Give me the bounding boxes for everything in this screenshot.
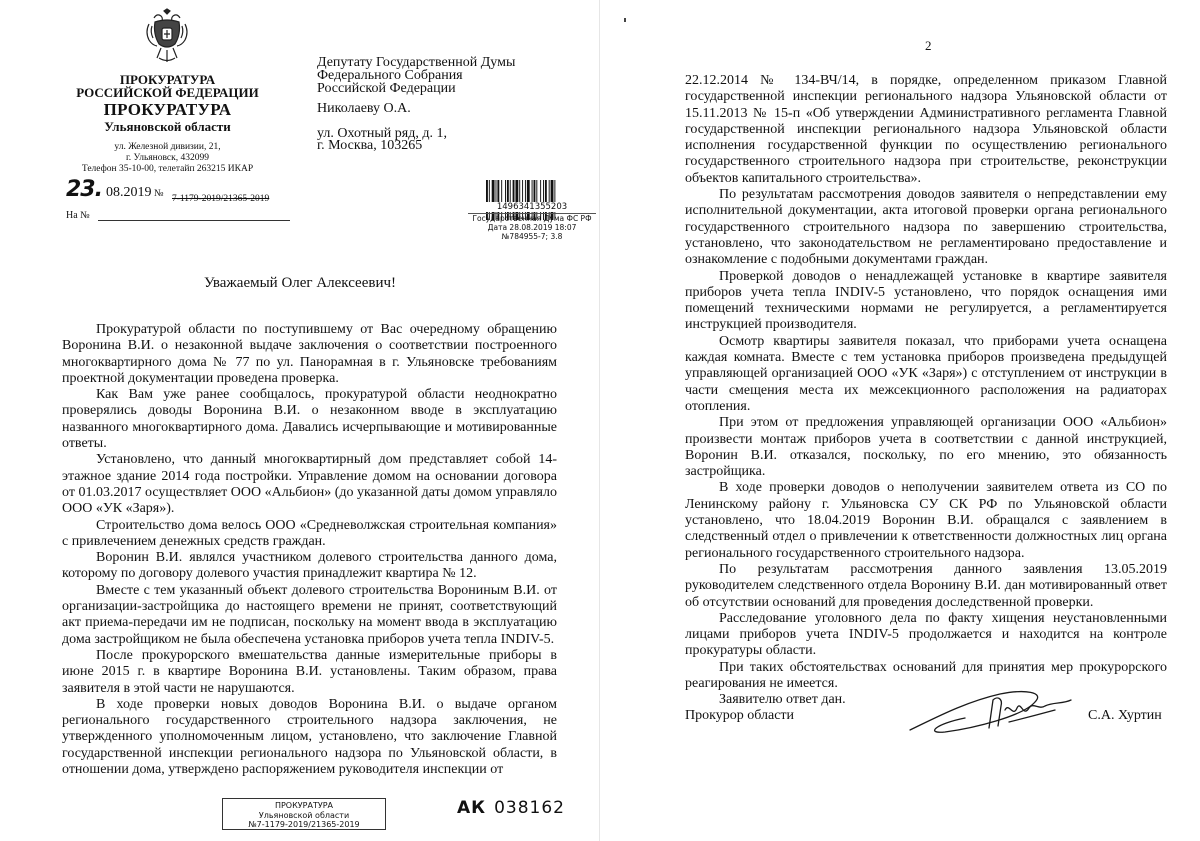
date-printed: 08.2019 [106,185,152,200]
stamp-line2: Ульяновской области [258,810,350,820]
serial-series: АК [457,798,487,818]
scan-mark [624,18,626,22]
outgoing-date [66,177,286,207]
org-name-line2: РОССИЙСКОЙ ФЕДЕРАЦИИ [76,85,259,100]
paragraph: 22.12.2014 № 134-ВЧ/14, в порядке, определенном приказом Главной государственной инспекции регионального надзора Ульяновской области от 15.11.2013 № 15-п «Об утверждении Административного регламента Главной государственной инспекции регионального надзора Ульяновской области исполнения государственной функции по осуществлению регионального государственного строительного надзора при строительстве, реконструкции объектов капитального строительства». [685,73,1167,186]
serial-number: 038162 [494,798,565,818]
paragraph: Расследование уголовного дела по факту хищения неустановленными лицами приборов учета INDIV-5 продолжается и находится на контроле прокуратуры области. [685,610,1167,659]
date-handwritten: 23. [66,177,102,202]
recipient-line3: Российской Федерации [317,81,456,96]
double-headed-eagle-icon [143,8,191,66]
paragraph: В ходе проверки новых доводов Воронина В.И. о выдаче органом регионального государственного строительного надзора заключения, не утвержденного уполномоченным лицом, установлено, что заключение Главной государственной инспекции регионального надзора по Ульяновской области, в отношении дома, утверждено распоряжением руководителя инспекции от [62,696,557,778]
recipient-address2: г. Москва, 103265 [317,138,423,153]
paragraph: При этом от предложения управляющей организации ООО «Альбион» произвести монтаж приборов учета в соответствии с данной инструкцией, Воронин В.И. отказался, поскольку, по его мнению, это обязанность застройщика. [685,415,1167,480]
on-number-label: На № [66,210,90,221]
recipient-line1: Депутату Государственной Думы [317,55,516,70]
paragraph: По результатам рассмотрения данного заявления 13.05.2019 руководителем следственного отдела Воронину В.И. дан мотивированный ответ об отсутствии оснований для проведения доследственной проверки. [685,561,1167,610]
on-number-underline [98,220,290,221]
number-label: № [154,188,164,199]
paragraph: Осмотр квартиры заявителя показал, что приборами учета оснащена каждая комната. Вместе с тем установка приборов произведена предыдущей управляющей организацией ООО «УК «Заря») с отступлением от инструкции в части смещения места их межсекционного расположения на радиаторах отопления. [685,333,1167,414]
org-name-line4: Ульяновской области [104,119,231,134]
paragraph: В ходе проверки доводов о неполучении заявителем ответа из СО по Ленинскому району г. Ульяновска СУ СК РФ по Ульяновской области установлено, что 18.04.2019 Воронин В.И. обращался с заявлением в следственный отдел о привлечении к ответственности должностных лиц органа регионального государственного строительного надзора. [685,480,1167,561]
paragraph: После прокурорского вмешательства данные измерительные приборы в июне 2015 г. в квартире Воронина В.И. установлены. Таким образом, права заявителя в этой части не нарушаются. [62,647,557,696]
greeting: Уважаемый Олег Алексеевич! [203,275,397,291]
paragraph: Установлено, что данный многоквартирный дом представляет собой 14-этажное здание 2014 года постройки. Управление домом на основании договора от 01.03.2017 осуществляет ООО «Альбион» (до указанной даты домом управляло ООО «УК «Заря»). [62,452,557,517]
recipient-line2: Федерального Собрания [317,68,463,83]
org-phone-line: Телефон 35-10-00, телетайп 263215 ИКАР [81,164,254,174]
duma-registration-stamp [468,213,596,241]
paragraph: Заявителю ответ дан. [719,692,846,708]
handwritten-signature-icon [905,688,1080,736]
signatory-role: Прокурор области [685,708,795,723]
org-name-line3: ПРОКУРАТУРА [103,100,232,119]
paragraph: Проверкой доводов о ненадлежащей установке в квартире заявителя приборов учета тепла INDIV-5 установлено, что порядок оснащения ими помещений техническими нормами не регулируется, а регламентируется инструкцией производителя. [685,268,1167,333]
outgoing-number: 7-1179-2019/21365-2019 [172,194,270,204]
paragraph: Вместе с тем указанный объект долевого строительства Ворониным В.И. от организации-застройщика до настоящего времени не принят, соответствующий акт приема-передачи им не подписан, поскольку на момент ввода в эксплуатацию дома застройщиком не была обеспечена установка приборов учета тепла INDIV-5. [62,582,557,647]
org-address-line1: ул. Железной дивизии, 21, [114,142,221,152]
paragraph: Воронин В.И. являлся участником долевого строительства данного дома, которому по договору долевого участия принадлежит квартира № 12. [62,550,557,582]
org-address-line2: г. Ульяновск, 432099 [125,153,210,163]
paragraph: При таких обстоятельствах оснований для принятия мер прокурорского реагирования не имеется. [685,659,1167,691]
page-number: 2 [925,38,932,53]
org-name-line1: ПРОКУРАТУРА [119,72,216,87]
recipient-address1: ул. Охотный ряд, д. 1, [317,126,447,141]
letter-body-page1 [62,322,557,778]
stamp-line1: ПРОКУРАТУРА [274,801,334,810]
duma-stamp-line2: Дата 28.08.2019 18:07 [487,223,577,232]
letter-body-page2 [685,73,1167,709]
paragraph: Прокуратурой области по поступившему от Вас очередному обращению Воронина В.И. о незаконной выдаче заключения о соответствии построенного многоквартирного дома № 77 по ул. Панорамная в г. Ульяновске требованиям проектной документации проведена проверка. [62,322,557,386]
signatory-name: С.А. Хуртин [1088,708,1162,723]
duma-stamp-line3: №784955-7; 3.8 [501,232,563,241]
recipient-name: Николаеву О.А. [317,101,411,116]
paragraph: Как Вам уже ранее сообщалось, прокуратурой области неоднократно проверялись доводы Воронина В.И. о незаконном вводе в эксплуатацию названного многоквартирного дома. Давались исчерпывающие и мотивированные ответы. [62,387,557,452]
prosecutor-registration-stamp [222,798,386,830]
paragraph: Строительство дома велось ООО «Средневолжская строительная компания» с привлечением денежных средств граждан. [62,517,557,549]
barcode-number: 1496341355203 [486,202,578,212]
form-serial-number [457,798,565,818]
duma-stamp-line1: Государственная Дума ФС РФ [472,214,592,223]
paragraph: По результатам рассмотрения доводов заявителя о непредставлении ему исполнительной документации, акта итоговой проверки органа регионального государственного строительного надзора по завершению строительства, установлено, что законодательством не регламентировано предоставление и ознакомление с подобными документами граждан. [685,187,1167,268]
stamp-line3: №7-1179-2019/21365-2019 [248,820,360,829]
